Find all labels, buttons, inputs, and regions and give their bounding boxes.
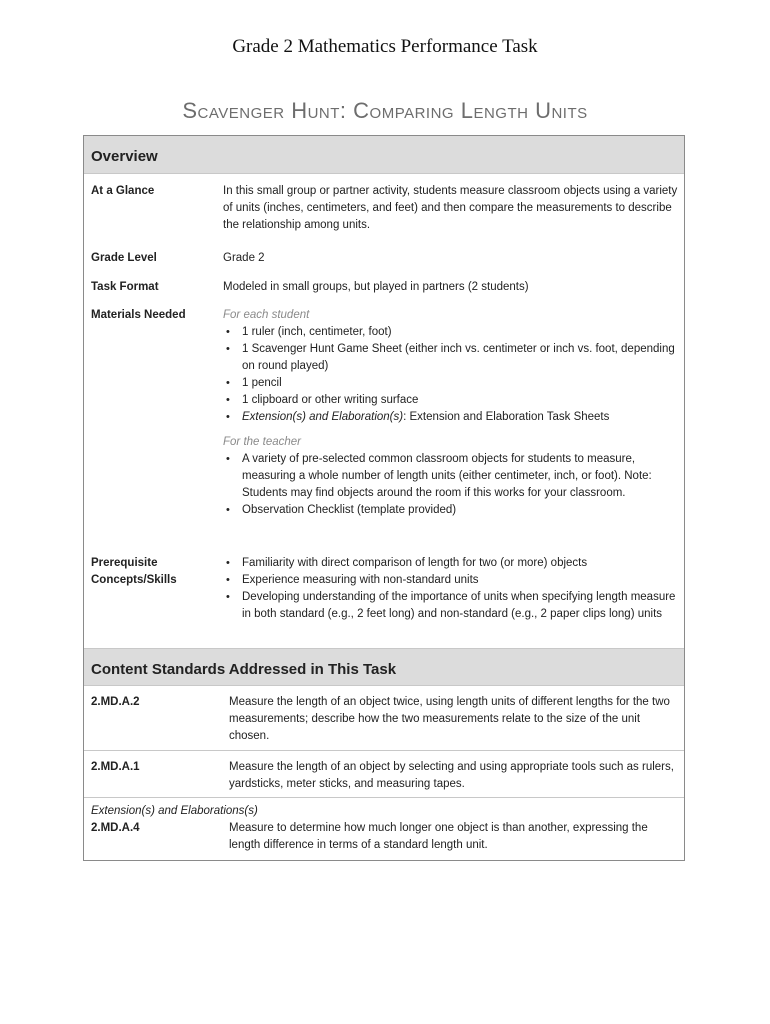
overview-heading: Overview: [84, 136, 684, 174]
materials-label: Materials Needed: [91, 309, 186, 321]
student-materials-heading: For each student: [223, 309, 310, 321]
list-item: • Familiarity with direct comparison of length for two (or more) objects: [223, 555, 678, 572]
prerequisite-content: [223, 555, 678, 623]
task-format-text: Modeled in small groups, but played in partners (2 students): [223, 281, 529, 293]
standards-divider: [84, 750, 684, 751]
teacher-materials-list: [223, 451, 678, 519]
list-item: • Observation Checklist (template provided): [223, 502, 678, 519]
task-table: [83, 135, 685, 861]
standards-heading: Content Standards Addressed in This Task: [84, 648, 684, 686]
materials-content: [223, 307, 678, 519]
standard-code: 2.MD.A.1: [91, 761, 140, 773]
extension-standards-heading: Extension(s) and Elaborations(s): [91, 805, 258, 817]
grade-level-text: Grade 2: [223, 252, 265, 264]
document-title: Scavenger Hunt: Comparing Length Units: [182, 98, 588, 123]
task-format-label: Task Format: [91, 281, 159, 293]
standards-divider: [84, 797, 684, 798]
list-item: • A variety of pre-selected common classroom objects for students to measure, measuring a whole number of length units (either centimeter, inch, or foot). Note: Students may find objects around the room if this works for your classroom.: [223, 451, 678, 502]
list-item: [223, 409, 678, 426]
standard-text: Measure to determine how much longer one object is than another, expressing the length difference in terms of a standard length unit.: [229, 822, 648, 851]
list-item: • Experience measuring with non-standard units: [223, 572, 678, 589]
extension-text: : Extension and Elaboration Task Sheets: [403, 411, 610, 423]
prerequisite-label-line2: Concepts/Skills: [91, 574, 177, 586]
document-header: Grade 2 Mathematics Performance Task: [232, 36, 538, 57]
list-item: • 1 Scavenger Hunt Game Sheet (either inch vs. centimeter or inch vs. foot, depending on round played): [223, 341, 678, 375]
at-a-glance-text: In this small group or partner activity, students measure classroom objects using a variety of units (inches, centimeters, and feet) and then compare the measurements to describe the relationship among units.: [223, 185, 678, 231]
student-materials-list: [223, 324, 678, 426]
extension-label: Extension(s) and Elaboration(s): [242, 411, 404, 423]
list-item: • 1 ruler (inch, centimeter, foot): [223, 324, 678, 341]
teacher-materials-heading: For the teacher: [223, 436, 301, 448]
grade-level-label: Grade Level: [91, 252, 157, 264]
list-item: • 1 pencil: [223, 375, 678, 392]
standard-text: Measure the length of an object twice, using length units of different lengths for the two measurements; describe how the two measurements relate to the size of the unit chosen.: [229, 696, 670, 742]
list-item: • Developing understanding of the importance of units when specifying length measure in both standard (e.g., 2 feet long) and non-standard (e.g., 2 paper clips long) units: [223, 589, 678, 623]
list-item: • 1 clipboard or other writing surface: [223, 392, 678, 409]
prerequisite-label-line1: Prerequisite: [91, 557, 158, 569]
standard-text: Measure the length of an object by selecting and using appropriate tools such as rulers, yardsticks, meter sticks, and measuring tapes.: [229, 761, 674, 790]
prerequisite-list: [223, 555, 678, 623]
standard-code: 2.MD.A.4: [91, 822, 140, 834]
prerequisite-label: [91, 555, 177, 589]
standard-code: 2.MD.A.2: [91, 696, 140, 708]
at-a-glance-label: At a Glance: [91, 185, 155, 197]
